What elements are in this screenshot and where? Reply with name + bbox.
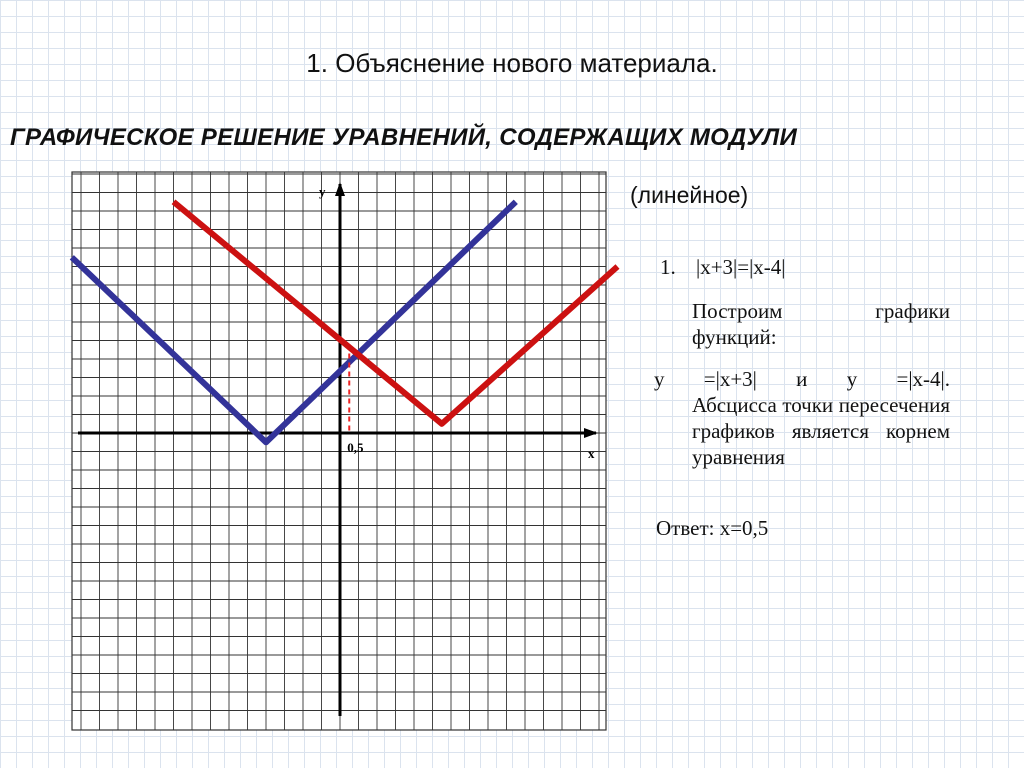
slide-title: ГРАФИЧЕСКОЕ РЕШЕНИЕ УРАВНЕНИЙ, СОДЕРЖАЩИХ МОДУЛИ bbox=[10, 124, 798, 151]
x-axis-label: x bbox=[588, 446, 595, 461]
slide-subtitle: (линейное) bbox=[630, 182, 749, 208]
explanation-text-2 bbox=[654, 366, 950, 470]
equation-text: |x+3|=|x-4| bbox=[696, 255, 786, 279]
y-axis-label: y bbox=[319, 184, 326, 199]
intersection-explanation: Абсцисса точки пересечения графиков является корнем уравнения bbox=[692, 393, 950, 469]
task-equation bbox=[660, 255, 786, 280]
slide-header: 1. Объяснение нового материала. bbox=[306, 48, 718, 78]
explanation-text-1: Построим графики функций: bbox=[692, 299, 950, 349]
answer-text: Ответ: x=0,5 bbox=[656, 516, 769, 540]
functions-line: y =|x+3| и y =|x-4|. bbox=[654, 367, 950, 391]
task-number: 1. bbox=[660, 255, 676, 279]
tick-label: 0,5 bbox=[347, 440, 364, 455]
